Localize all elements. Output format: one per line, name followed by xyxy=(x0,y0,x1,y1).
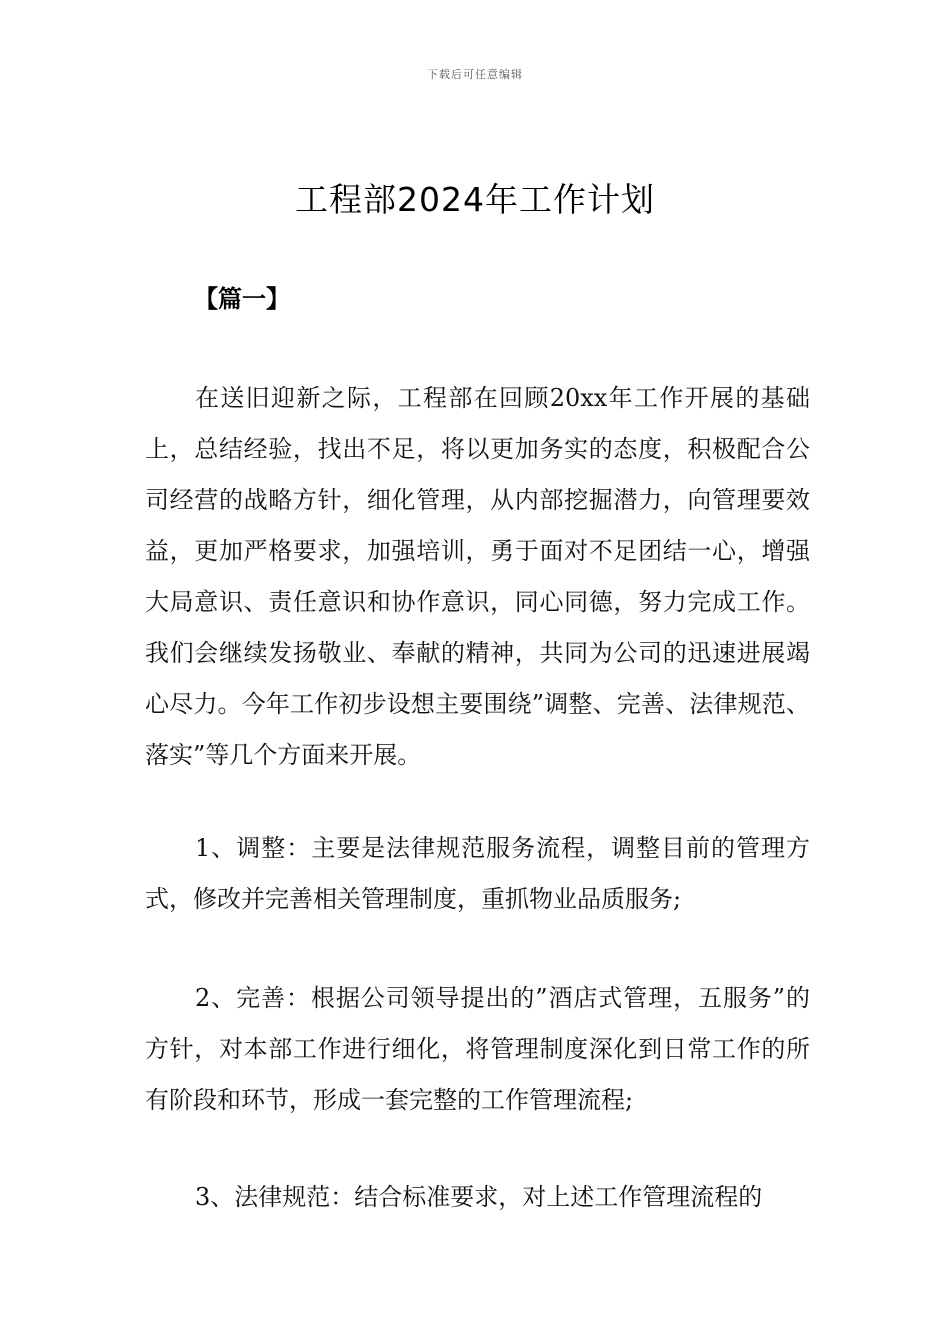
item-1-paragraph: 1、调整：主要是法律规范服务流程，调整目前的管理方式，修改并完善相关管理制度，重抓物业品质服务; xyxy=(145,834,810,913)
item-2-paragraph: 2、完善：根据公司领导提出的”酒店式管理，五服务”的方针，对本部工作进行细化，将管理制度深化到日常工作的所有阶段和环节，形成一套完整的工作管理流程; xyxy=(145,984,810,1114)
section-label: 【篇一】 xyxy=(194,285,290,313)
document-title: 工程部2024年工作计划 xyxy=(295,180,655,219)
page-header-note: 下载后可任意编辑 xyxy=(427,68,523,81)
intro-paragraph: 在送旧迎新之际，工程部在回顾20xx年工作开展的基础上，总结经验，找出不足，将以更加务实的态度，积极配合公司经营的战略方针，细化管理，从内部挖掘潜力，向管理要效益，更加严格要求，加强培训，勇于面对不足团结一心，增强大局意识、责任意识和协作意识，同心同德，努力完成工作。我们会继续发扬敬业、奉献的精神，共同为公司的迅速进展竭心尽力。今年工作初步设想主要围绕”调整、完善、法律规范、落实”等几个方面来开展。 xyxy=(145,384,810,769)
item-3-paragraph: 3、法律规范：结合标准要求，对上述工作管理流程的 xyxy=(195,1183,763,1211)
